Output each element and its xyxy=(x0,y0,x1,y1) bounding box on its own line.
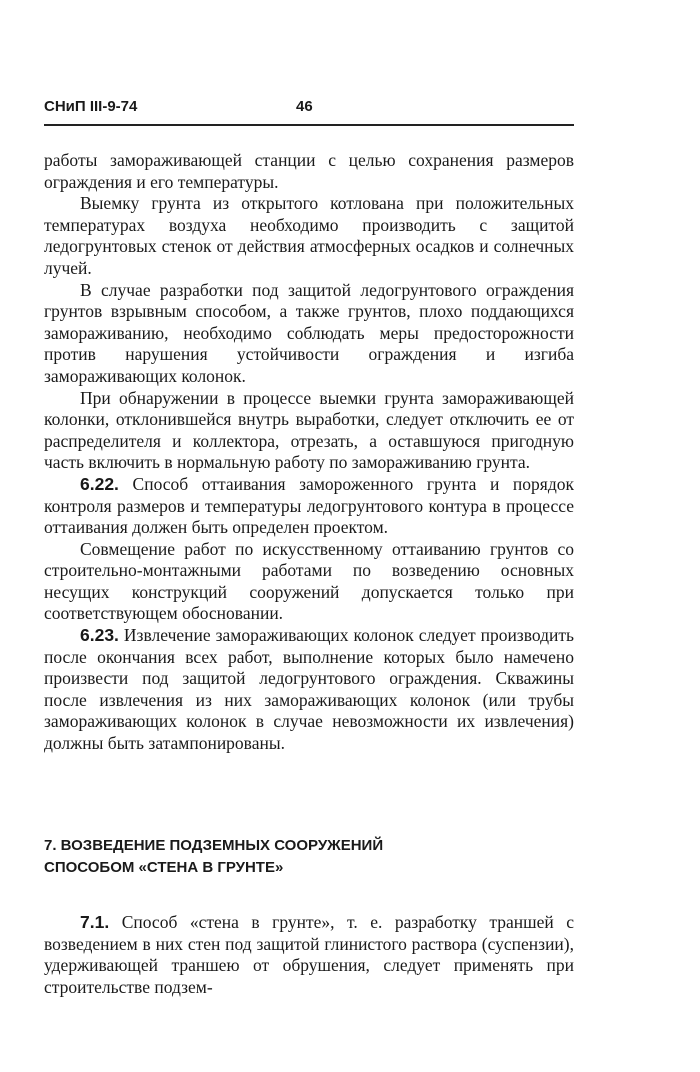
clause-number: 7.1. xyxy=(80,912,110,932)
paragraph xyxy=(44,280,574,388)
section-heading-line: СПОСОБОМ «СТЕНА В ГРУНТЕ» xyxy=(44,859,284,876)
paragraph xyxy=(44,193,574,279)
clause-number: 6.23. xyxy=(80,625,119,646)
page-header xyxy=(44,98,574,122)
paragraph-text: В случае разработки под защитой ледогрунтового ограждения грунтов взрывным способом, а также грунтов, плохо поддающихся замораживанию, необходимо соблюдать меры предосторожности против нарушения устойчивости ограждения и изгиба замораживающих колонок. xyxy=(44,279,574,386)
paragraph xyxy=(44,539,574,625)
paragraph-text: Извлечение замораживающих колонок следует производить после окончания всех работ, выполнение которых было намечено произвести под защитой ледогрунтового ограждения. Скважины после извлечения из них замораживающих колонок (или трубы замораживающих колонок в случае невозможности их извлечения) должны быть затампонированы. xyxy=(44,625,575,754)
paragraph xyxy=(44,474,574,539)
section-heading xyxy=(44,835,574,879)
section-body xyxy=(44,912,574,998)
clause-number: 6.22. xyxy=(80,473,119,494)
header-rule xyxy=(44,124,574,126)
paragraph-text: При обнаружении в процессе выемки грунта замораживающей колонки, отклонившейся внутрь выработки, следует отключить ее от распределителя и коллектора, отрезать, а оставшуюся пригодную часть включить в нормальную работу по замораживанию грунта. xyxy=(44,387,574,473)
section-heading-line: 7. ВОЗВЕДЕНИЕ ПОДЗЕМНЫХ СООРУЖЕНИЙ xyxy=(44,837,384,854)
paragraph xyxy=(44,150,574,193)
paragraph-text: Способ «стена в грунте», т. е. разработку траншей с возведением в них стен под защитой глинистого раствора (суспензии), удерживающей траншею от обрушения, следует применять при строительстве подзем- xyxy=(44,912,574,997)
body-text xyxy=(44,150,574,755)
paragraph-text: Способ оттаивания замороженного грунта и порядок контроля размеров и температуры ледогрунтового контура в процессе оттаивания должен быть определен проектом. xyxy=(44,473,574,538)
paragraph xyxy=(44,388,574,474)
paragraph-text: Совмещение работ по искусственному оттаиванию грунтов со строительно-монтажными работами по возведению основных несущих конструкций сооружений допускается только при соответствующем обосновании. xyxy=(44,538,574,624)
paragraph xyxy=(44,912,574,998)
paragraph-text: Выемку грунта из открытого котлована при положительных температурах воздуха необходимо производить с защитой ледогрунтовых стенок от действия атмосферных осадков и солнечных лучей. xyxy=(44,193,574,278)
paragraph xyxy=(44,625,574,755)
page-number: 46 xyxy=(296,98,313,115)
document-code: СНиП III-9-74 xyxy=(44,98,138,115)
paragraph-text: работы замораживающей станции с целью сохранения размеров ограждения и его температуры. xyxy=(44,150,574,192)
